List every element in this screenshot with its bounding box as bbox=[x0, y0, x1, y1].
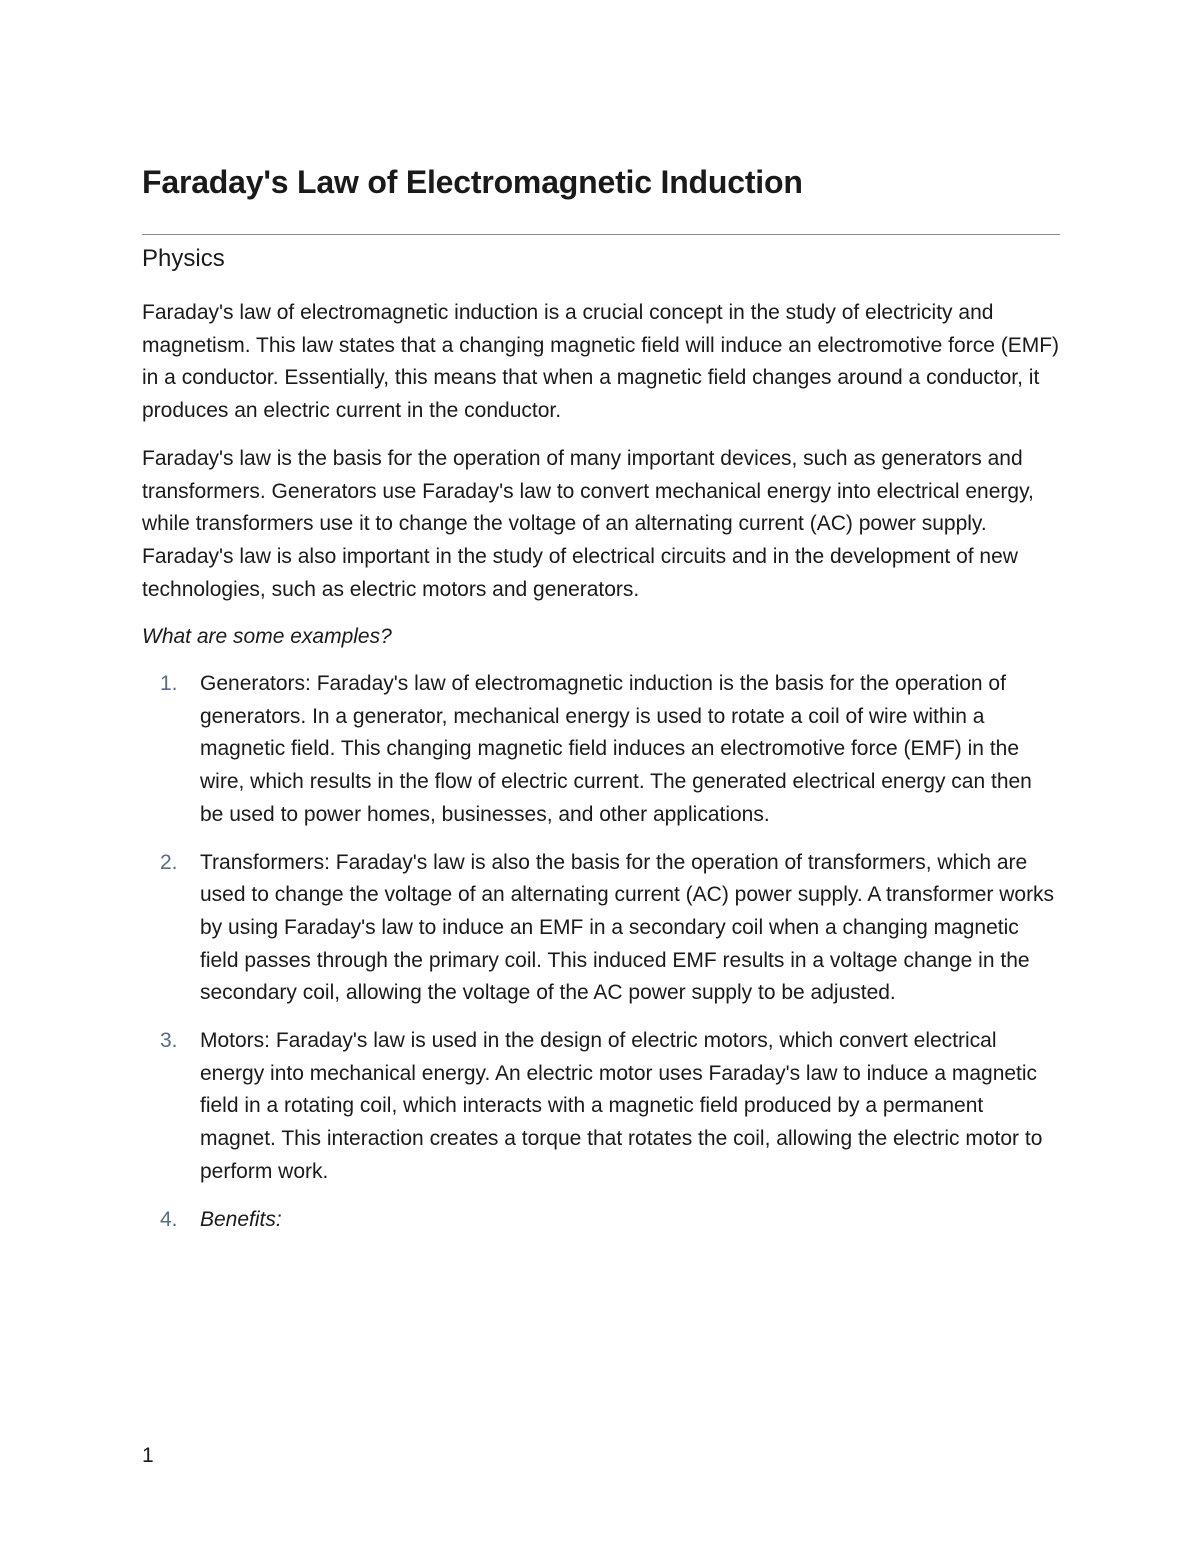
list-item-text: Benefits: bbox=[200, 1207, 282, 1231]
examples-heading: What are some examples? bbox=[142, 625, 392, 649]
document-title: Faraday's Law of Electromagnetic Induction bbox=[142, 164, 803, 200]
list-item-number: 4. bbox=[160, 1207, 178, 1231]
document-content bbox=[142, 160, 1060, 1251]
list-item-text: Generators: Faraday's law of electromagnetic induction is the basis for the operation of generators. In a generator, mechanical energy is used to rotate a coil of wire within a magnetic field. This changing magnetic field induces an electromotive force (EMF) in the wire, which results in the flow of electric current. The generated electrical energy can then be used to power homes, businesses, and other applications. bbox=[200, 672, 1032, 826]
page-number: 1 bbox=[142, 1444, 154, 1467]
intro-paragraph-1: Faraday's law of electromagnetic induction is a crucial concept in the study of electricity and magnetism. This law states that a changing magnetic field will induce an electromotive force (EMF) in a conductor. Essentially, this means that when a magnetic field changes around a conductor, it produces an electric current in the conductor. bbox=[142, 301, 1060, 423]
list-item-text: Transformers: Faraday's law is also the basis for the operation of transformers, which are used to change the voltage of an alternating current (AC) power supply. A transformer works by using Faraday's law to induce an EMF in a secondary coil when a changing magnetic field passes through the primary coil. This induced EMF results in a voltage change in the secondary coil, allowing the voltage of the AC power supply to be adjusted. bbox=[200, 850, 1055, 1005]
list-item-transformers bbox=[142, 847, 1060, 1011]
list-item-benefits bbox=[142, 1204, 1060, 1237]
list-item-number: 3. bbox=[160, 1029, 178, 1053]
list-item-motors bbox=[142, 1025, 1060, 1189]
list-item-number: 2. bbox=[160, 850, 178, 874]
list-item-text: Motors: Faraday's law is used in the design of electric motors, which convert electrical energy into mechanical energy. An electric motor uses Faraday's law to induce a magnetic field in a rotating coil, which interacts with a magnetic field produced by a permanent magnet. This interaction creates a torque that rotates the coil, allowing the electric motor to perform work. bbox=[200, 1029, 1043, 1183]
intro-paragraph-2: Faraday's law is the basis for the operation of many important devices, such as generators and transformers. Generators use Faraday's law to convert mechanical energy into electrical energy, while transformers use it to change the voltage of an alternating current (AC) power supply. Faraday's law is also important in the study of electrical circuits and in the development of new technologies, such as electric motors and generators. bbox=[142, 446, 1034, 601]
subject-heading: Physics bbox=[142, 245, 225, 272]
list-item-generators bbox=[142, 668, 1060, 832]
list-item-number: 1. bbox=[160, 672, 178, 696]
examples-list bbox=[142, 668, 1060, 1236]
title-divider bbox=[142, 234, 1060, 235]
